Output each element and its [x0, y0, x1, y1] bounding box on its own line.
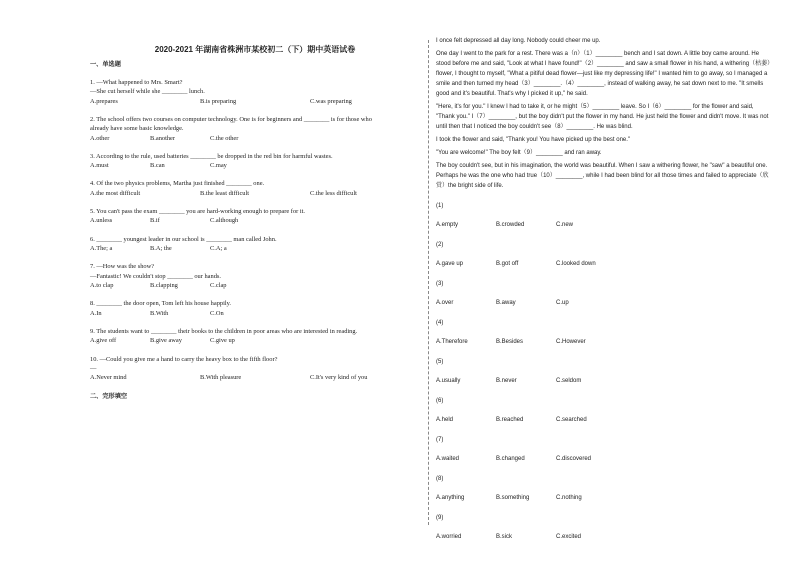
- cloze-item: [436, 435, 771, 464]
- cloze-number: (1): [436, 203, 444, 209]
- answer-options: [90, 373, 420, 382]
- answer-option: B.if: [150, 217, 160, 225]
- answer-option: A.prepares: [90, 97, 118, 105]
- answer-option: C.A; a: [210, 245, 227, 253]
- cloze-option: C.looked down: [556, 261, 596, 267]
- answer-option: A.In: [90, 309, 102, 317]
- answer-option: A.the most difficult: [90, 189, 141, 197]
- cloze-option: B.changed: [496, 456, 525, 462]
- answer-options: [90, 216, 420, 225]
- question-text: 7. —How was the show?: [90, 263, 155, 271]
- answer-option: B.A; the: [150, 245, 172, 253]
- cloze-option: B.never: [496, 378, 517, 384]
- question-text: 4. Of the two physics problems, Martha just finished ________ one.: [90, 180, 265, 188]
- question-text: —Fantastic! We couldn't stop ________ our hands.: [90, 272, 221, 280]
- answer-option: B.another: [150, 134, 176, 142]
- passage-paragraph: "Here, it's for you." I knew I had to take it, or he might（5）________ leave. So I（6）________ for the flower and said, "Thank you." I（7）________, but the boy didn't put the flower in my hand. He just held the flower and didn't move. It was not until then that I noticed the boy couldn't see（8）________. He was blind.: [436, 104, 769, 130]
- answer-option: B.can: [150, 162, 165, 170]
- question-item: [90, 179, 420, 198]
- cloze-item: [436, 240, 771, 269]
- question-item: [90, 262, 420, 290]
- cloze-option: B.crowded: [496, 222, 525, 228]
- cloze-question-list: [436, 201, 771, 542]
- answer-option: A.give off: [90, 337, 117, 345]
- cloze-options: [436, 298, 771, 308]
- cloze-number: (9): [436, 515, 444, 521]
- cloze-number: (8): [436, 476, 444, 482]
- cloze-options: [436, 532, 771, 542]
- answer-option: A.other: [90, 134, 110, 142]
- question-text: 9. The students want to ________ their books to the children in poor areas who are interested in reading.: [90, 327, 358, 335]
- question-text: —: [90, 364, 97, 372]
- answer-option: A.The; a: [90, 245, 113, 253]
- question-item: [90, 207, 420, 226]
- cloze-number: (2): [436, 242, 444, 248]
- question-text: 10. —Could you give me a hand to carry the heavy box to the fifth floor?: [90, 355, 278, 363]
- cloze-item: [436, 357, 771, 386]
- answer-option: C.although: [210, 217, 239, 225]
- cloze-item: [436, 474, 771, 503]
- cloze-option: A.empty: [436, 222, 459, 228]
- passage-paragraph: I took the flower and said, "Thank you! You have picked up the best one.": [436, 137, 631, 143]
- cloze-option: C.discovered: [556, 456, 592, 462]
- cloze-option: A.anything: [436, 495, 465, 501]
- cloze-option: A.held: [436, 417, 454, 423]
- answer-option: A.must: [90, 162, 109, 170]
- cloze-option: A.worried: [436, 534, 462, 540]
- cloze-item: [436, 201, 771, 230]
- answer-option: C.may: [210, 162, 227, 170]
- passage-paragraph: "You are welcome!" The boy felt（9）________ and ran away.: [436, 150, 602, 156]
- cloze-option: A.waited: [436, 456, 460, 462]
- cloze-option: C.excited: [556, 534, 582, 540]
- answer-option: B.the least difficult: [200, 189, 250, 197]
- answer-option: C.On: [210, 309, 224, 317]
- cloze-options: [436, 376, 771, 386]
- cloze-option: B.reached: [496, 417, 524, 423]
- passage-paragraph: The boy couldn't see, but in his imagination, the world was beautiful. When I saw a withering flower, he "saw" a beautiful one. Perhaps he was the one who had true（10）________, while I had been blind for all those times and failed to appreciate（欣赏）the bright side of life.: [436, 163, 769, 189]
- cloze-number: (3): [436, 281, 444, 287]
- cloze-options: [436, 493, 771, 503]
- left-column: [90, 38, 420, 409]
- cloze-option: A.usually: [436, 378, 461, 384]
- answer-option: C.the less difficult: [310, 189, 357, 197]
- cloze-options: [436, 415, 771, 425]
- cloze-item: [436, 318, 771, 347]
- cloze-number: (4): [436, 320, 444, 326]
- answer-option: B.give away: [150, 337, 182, 345]
- answer-options: [90, 97, 420, 106]
- cloze-number: (6): [436, 398, 444, 404]
- question-item: [90, 115, 420, 143]
- cloze-passage: [436, 36, 771, 191]
- cloze-option: B.got off: [496, 261, 519, 267]
- question-item: [90, 355, 420, 383]
- answer-option: B.is preparing: [200, 97, 237, 105]
- column-divider: [428, 40, 429, 525]
- question-text: —She cut herself while she ________ lunch.: [90, 88, 205, 96]
- answer-option: A.unless: [90, 217, 113, 225]
- answer-options: [90, 309, 420, 318]
- cloze-item: [436, 279, 771, 308]
- cloze-option: C.seldom: [556, 378, 582, 384]
- answer-option: B.With: [150, 309, 169, 317]
- answer-option: B.clapping: [150, 282, 178, 290]
- cloze-option: C.nothing: [556, 495, 582, 501]
- question-text: 8. ________ the door open, Tom left his house happily.: [90, 300, 232, 308]
- cloze-option: A.gave up: [436, 261, 464, 267]
- cloze-option: C.up: [556, 300, 569, 306]
- cloze-options: [436, 337, 771, 347]
- cloze-option: A.over: [436, 300, 454, 306]
- cloze-number: (5): [436, 359, 444, 365]
- answer-option: C.clap: [210, 282, 227, 290]
- question-item: [90, 235, 420, 254]
- cloze-option: B.something: [496, 495, 530, 501]
- answer-options: [90, 189, 420, 198]
- passage-paragraph: One day I went to the park for a rest. There was a（n）（1）________ bench and I sat down. A little boy came around. He stood before me and said, "Look at what I have found!"（2）________ and saw a small flower in his hand, a withering（枯萎）flower, I thought to myself, "What a pitiful dead flower—just like my depressing life!" I wanted him to go away, so I managed a smile and then turned my head（3）________.（4）________, instead of walking away, he sat down next to me. "It smells good and it's beautiful. That's why I picked it up," he said.: [436, 51, 771, 97]
- cloze-option: B.sick: [496, 534, 513, 540]
- answer-option: C.was preparing: [310, 97, 352, 105]
- cloze-options: [436, 259, 771, 269]
- question-text: 2. The school offers two courses on computer technology. One is for beginners and ________ is for those who: [90, 115, 372, 123]
- question-text: 1. —What happened to Mrs. Smart?: [90, 78, 183, 86]
- answer-options: [90, 244, 420, 253]
- cloze-option: C.However: [556, 339, 586, 345]
- cloze-options: [436, 220, 771, 230]
- cloze-options: [436, 454, 771, 464]
- question-item: [90, 327, 420, 346]
- section-heading-cloze: 二、完形填空: [90, 392, 128, 400]
- answer-option: C.give up: [210, 337, 235, 345]
- answer-option: C.It's very kind of you: [310, 374, 368, 382]
- cloze-item: [436, 513, 771, 542]
- cloze-option: B.away: [496, 300, 516, 306]
- answer-options: [90, 161, 420, 170]
- answer-option: A.Never mind: [90, 374, 127, 382]
- question-item: [90, 299, 420, 318]
- cloze-option: A.Therefore: [436, 339, 468, 345]
- question-item: [90, 78, 420, 106]
- cloze-option: B.Besides: [496, 339, 524, 345]
- answer-option: A.to clap: [90, 282, 114, 290]
- cloze-option: C.new: [556, 222, 574, 228]
- cloze-option: C.searched: [556, 417, 587, 423]
- answer-options: [90, 336, 420, 345]
- question-text: 3. According to the rule, used batteries ________ be dropped in the red bin for harmful wastes.: [90, 152, 333, 160]
- answer-options: [90, 281, 420, 290]
- cloze-number: (7): [436, 437, 444, 443]
- section-heading-single-choice: 一、单选题: [90, 61, 121, 69]
- question-item: [90, 152, 420, 171]
- cloze-item: [436, 396, 771, 425]
- right-column: [436, 36, 771, 552]
- exam-title: 2020-2021 年湖南省株洲市某校初二（下）期中英语试卷: [154, 45, 356, 54]
- question-text: 5. You can't pass the exam ________ you are hard-working enough to prepare for it.: [90, 208, 306, 216]
- answer-option: C.the other: [210, 134, 239, 142]
- question-text: 6. ________ youngest leader in our school is ________ man called John.: [90, 235, 277, 243]
- answer-options: [90, 134, 420, 143]
- answer-option: B.With pleasure: [200, 374, 242, 382]
- question-list: [90, 78, 420, 383]
- question-text: already have some basic knowledge.: [90, 125, 184, 133]
- passage-paragraph: I once felt depressed all day long. Nobody could cheer me up.: [436, 38, 601, 44]
